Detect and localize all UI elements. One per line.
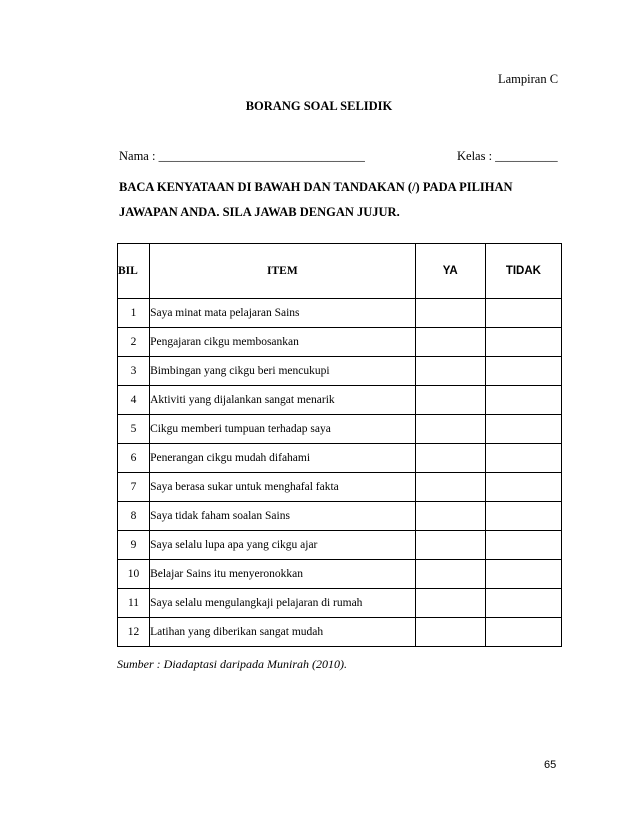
row-item-statement: Penerangan cikgu mudah difahami	[150, 444, 416, 473]
ya-answer-cell[interactable]	[415, 299, 485, 328]
ya-answer-cell[interactable]	[415, 386, 485, 415]
name-field-line: Nama : _________________________________	[119, 149, 365, 163]
table-row	[118, 299, 562, 328]
tidak-answer-cell[interactable]	[485, 415, 561, 444]
row-item-statement: Saya selalu lupa apa yang cikgu ajar	[150, 531, 416, 560]
ya-answer-cell[interactable]	[415, 502, 485, 531]
row-number: 11	[118, 589, 150, 618]
instruction-line-2: JAWAPAN ANDA. SILA JAWAB DENGAN JUJUR.	[119, 205, 400, 219]
table-row	[118, 589, 562, 618]
tidak-answer-cell[interactable]	[485, 531, 561, 560]
table-header-row	[118, 244, 562, 299]
row-number: 8	[118, 502, 150, 531]
row-number: 5	[118, 415, 150, 444]
survey-table	[117, 243, 562, 647]
row-number: 12	[118, 618, 150, 647]
tidak-answer-cell[interactable]	[485, 444, 561, 473]
table-row	[118, 618, 562, 647]
header-ya: YA	[415, 244, 485, 299]
table-row	[118, 386, 562, 415]
row-number: 3	[118, 357, 150, 386]
table-row	[118, 444, 562, 473]
tidak-answer-cell[interactable]	[485, 328, 561, 357]
row-number: 10	[118, 560, 150, 589]
row-item-statement: Saya berasa sukar untuk menghafal fakta	[150, 473, 416, 502]
row-item-statement: Saya minat mata pelajaran Sains	[150, 299, 416, 328]
tidak-answer-cell[interactable]	[485, 386, 561, 415]
row-number: 6	[118, 444, 150, 473]
table-row	[118, 502, 562, 531]
table-row	[118, 531, 562, 560]
header-item: ITEM	[150, 244, 416, 299]
ya-answer-cell[interactable]	[415, 618, 485, 647]
instruction-line-1: BACA KENYATAAN DI BAWAH DAN TANDAKAN (/) PADA PILIHAN	[119, 180, 513, 194]
source-note: Sumber : Diadaptasi daripada Munirah (2010).	[117, 657, 347, 671]
ya-answer-cell[interactable]	[415, 415, 485, 444]
ya-answer-cell[interactable]	[415, 473, 485, 502]
row-item-statement: Saya tidak faham soalan Sains	[150, 502, 416, 531]
table-row	[118, 357, 562, 386]
ya-answer-cell[interactable]	[415, 328, 485, 357]
row-item-statement: Cikgu memberi tumpuan terhadap saya	[150, 415, 416, 444]
ya-answer-cell[interactable]	[415, 560, 485, 589]
ya-answer-cell[interactable]	[415, 444, 485, 473]
ya-answer-cell[interactable]	[415, 357, 485, 386]
row-number: 9	[118, 531, 150, 560]
row-item-statement: Belajar Sains itu menyeronokkan	[150, 560, 416, 589]
row-item-statement: Bimbingan yang cikgu beri mencukupi	[150, 357, 416, 386]
row-item-statement: Saya selalu mengulangkaji pelajaran di rumah	[150, 589, 416, 618]
row-item-statement: Pengajaran cikgu membosankan	[150, 328, 416, 357]
row-number: 1	[118, 299, 150, 328]
page-title: BORANG SOAL SELIDIK	[245, 99, 393, 113]
tidak-answer-cell[interactable]	[485, 299, 561, 328]
header-tidak: TIDAK	[485, 244, 561, 299]
tidak-answer-cell[interactable]	[485, 618, 561, 647]
row-number: 7	[118, 473, 150, 502]
tidak-answer-cell[interactable]	[485, 560, 561, 589]
tidak-answer-cell[interactable]	[485, 589, 561, 618]
header-bil: BIL	[118, 244, 150, 299]
class-field-line: Kelas : __________	[457, 149, 558, 163]
row-item-statement: Aktiviti yang dijalankan sangat menarik	[150, 386, 416, 415]
table-row	[118, 473, 562, 502]
row-number: 4	[118, 386, 150, 415]
table-row	[118, 328, 562, 357]
row-number: 2	[118, 328, 150, 357]
table-row	[118, 415, 562, 444]
row-item-statement: Latihan yang diberikan sangat mudah	[150, 618, 416, 647]
tidak-answer-cell[interactable]	[485, 473, 561, 502]
table-row	[118, 560, 562, 589]
tidak-answer-cell[interactable]	[485, 357, 561, 386]
ya-answer-cell[interactable]	[415, 531, 485, 560]
page-number: 65	[544, 759, 557, 771]
tidak-answer-cell[interactable]	[485, 502, 561, 531]
ya-answer-cell[interactable]	[415, 589, 485, 618]
appendix-label: Lampiran C	[498, 72, 559, 86]
